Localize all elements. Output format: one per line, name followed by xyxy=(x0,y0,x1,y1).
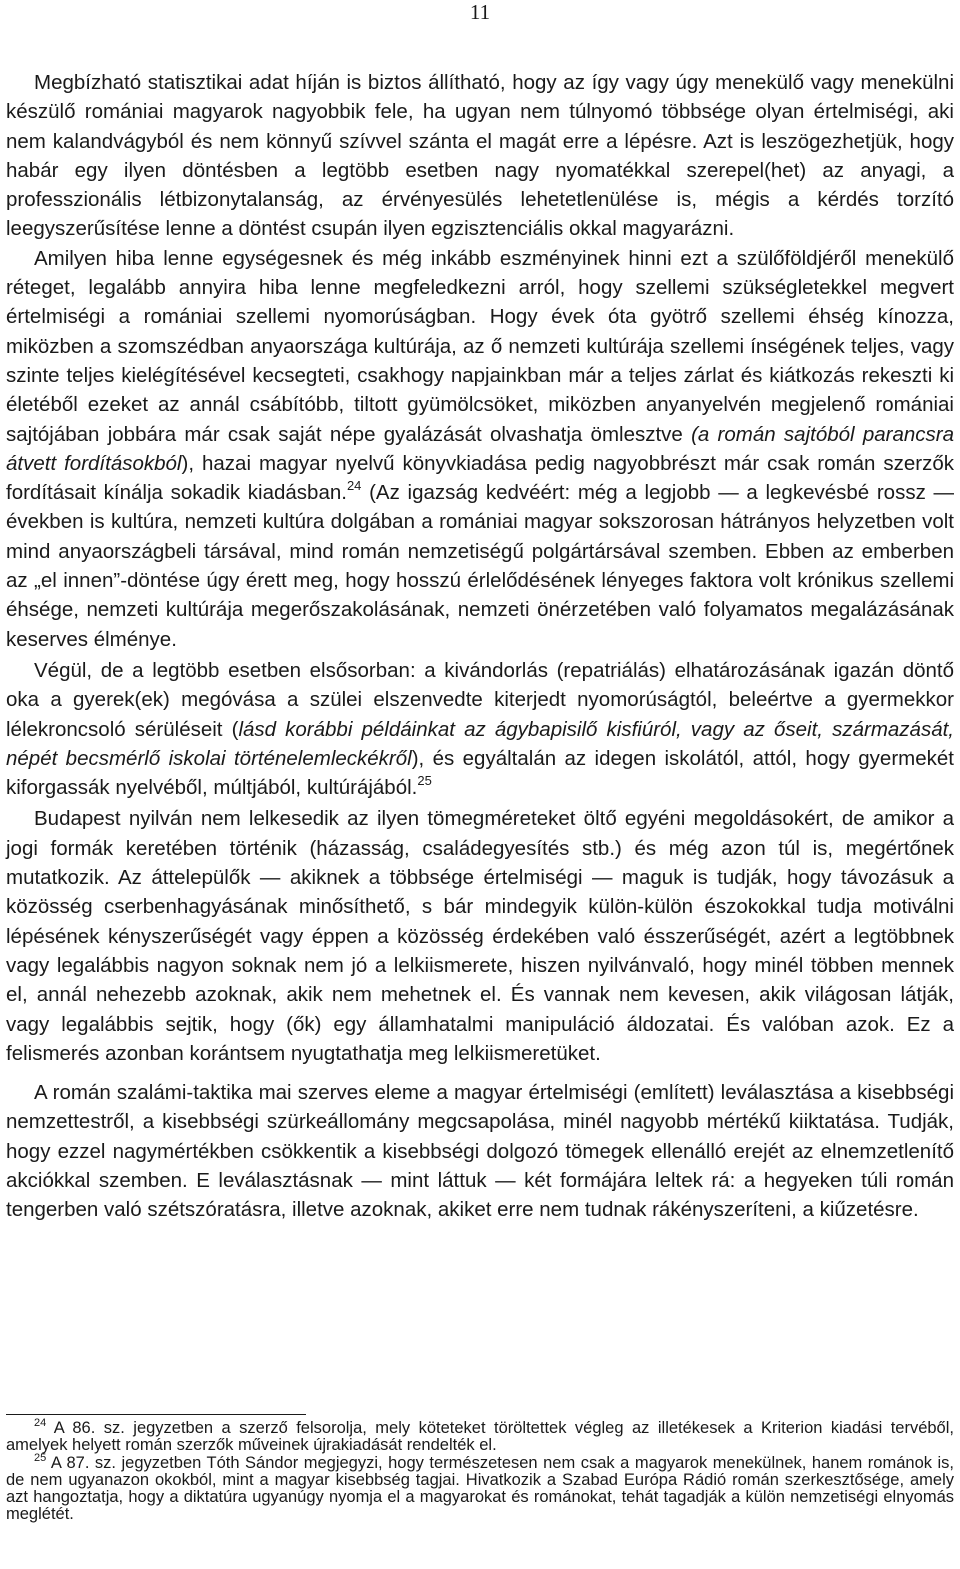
paragraph-4 xyxy=(6,804,954,1068)
italic-citation: (a román sajtóból parancsra átvett fordításokból xyxy=(6,422,954,475)
text-segment: (Az igazság kedvéért: még a legjobb — a legkevésbé rossz — években is kultúra, nemzeti kultúra dolgában a romániai magyar sokszorosan hátrányos helyzetben volt mind anyaországbeli társával, mind román nemzetiségű polgártársával szemben. Ebben az emberben az „el innen”-döntése úgy érett meg, hogy hosszú érlelődésének lényeges faktora volt krónikus szellemi éhsége, nemzeti kultúrája megerőszakolásának, nemzeti önérzetében való folyamatos megalázásának keserves élménye. xyxy=(6,481,954,651)
footnote-mark: 24 xyxy=(34,1417,47,1429)
body-text xyxy=(6,68,954,1225)
footnote-text: A 86. sz. jegyzetben a szerző felsorolja, mely köteteket töröltettek végleg az illetékesek a Kriterion kiadási tervéből, amelyek helyett román szerzők műveinek újrakiadását rendelték el. xyxy=(6,1419,954,1454)
footnote-ref-24: 24 xyxy=(346,478,362,494)
footnote-ref-25: 25 xyxy=(417,773,432,789)
paragraph-5 xyxy=(6,1078,954,1224)
text-segment: A román szalámi-taktika mai szerves eleme a magyar értelmiségi (említett) leválasztása a kisebbségi nemzettestről, a kisebbségi szürkeállomány megcsapolása, minél nagyobb mértékű kiiktatása. Tudják, hogy ezzel nagymértékben csökkentik a kisebbségi dolgozó tömegek ellenálló erejét az elnemzetlenítő akciókkal szemben. E leválasztásnak — mint láttuk — két formájára leltek rá: a hegyeken túli román tengerben való szétszóratásra, illetve azoknak, akiket erre nem tudnak rákényszeríteni, a kiűzetésre. xyxy=(6,1081,954,1222)
footnote-divider xyxy=(6,1414,306,1415)
paragraph-2 xyxy=(6,244,954,654)
page-number: 11 xyxy=(469,0,491,24)
text-segment: ), hazai magyar nyelvű könyvkiadása pedig nagyobbrészt már csak román szerzők fordításait kínálja sokadik kiadásban. xyxy=(6,451,954,505)
text-segment: Amilyen hiba lenne egységesnek és még inkább eszményinek hinni ezt a szülőföldjéről menekülő réteget, legalább annyira hiba lenne megfeledkezni arról, hogy szellemi szükségletekkel megvert értelmiségi a romániai szellemi nyomorúságban. Hogy évek óta gyötrő szellemi éhség kínozza, miközben a szomszédban anyaországa kultúrája, az ő nemzeti kultúrája szellemi ínségének teljes, vagy szinte teljes kielégítésével kecsegteti, csakhogy napjainkban már a teljes zárlat és kiátkozás rekeszti ki életéből ezeket az annál csábítóbb, tiltott gyümölcsöket, miközben anyanyelvén megjelenő romániai sajtójában jobbára már csak saját népe gyalázását olvashatja ömlesztve xyxy=(6,246,954,446)
footnotes xyxy=(6,1417,955,1523)
text-segment: Végül, de a legtöbb esetben elsősorban: a kivándorlás (repatriálás) elhatározásának igazán döntő oka a gyerek(ek) megóvása a szülei elszenvedte kiterjedt nyomorúságtól, beleértve a gyermekkor lélekroncsoló sérüléseit ( xyxy=(6,658,954,741)
paragraph-1 xyxy=(6,68,954,244)
italic-citation: lásd korábbi példáinkat az ágybapisilő kisfiúról, vagy az őseit, származását, népét becsmérlő iskolai történelemleckékről xyxy=(6,717,954,770)
footnote-text: A 87. sz. jegyzetben Tóth Sándor megjegyzi, hogy természetesen nem csak a magyarok menekülnek, hanem románok is, de nem ugyanazon okokból, mint a magyar kisebbség tagjai. Hivatkozik a Szabad Európa Rádió román szerkesztősége, amely azt hangoztatja, hogy a diktatúra ugyanúgy nyomja el a magyarokat és románokat, tehát tagadják a külön nemzetiségi elnyomás meglétét. xyxy=(6,1454,955,1523)
text-segment: Budapest nyilván nem lelkesedik az ilyen tömegméreteket öltő egyéni megoldásokért, de amikor a jogi formák keretében történik (házasság, családegyesítés stb.) és még azon túl is, megértőnek mutatkozik. Az áttelepülők — akiknek a többsége értelmiségi — maguk is tudják, hogy távozásuk a közösség cserbenhagyásának minősíthető, s bár mindegyik külön-külön észokokkal tudja motiválni lépésének kényszerűségét vagy éppen a közösség érdekében való ésszerűségét, azért a legtöbbnek vagy legalábbis nagyon soknak nem jó a lelkiismerete, hiszen nyilvánvaló, hogy minél többen mennek el, annál nehezebb azoknak, akik nem mehetnek el. És vannak nem kevesen, akik világosan látják, vagy legalábbis sejtik, hogy (ők) egy államhatalmi manipuláció áldozatai. És valóban azok. Ez a felismerés azonban korántsem nyugtathatja meg lelkiismeretüket. xyxy=(6,807,954,1065)
footnote-mark: 25 xyxy=(34,1452,47,1464)
text-segment: Megbízható statisztikai adat híján is biztos állítható, hogy az így vagy úgy menekülő vagy menekülni készülő romániai magyarok nagyobbik fele, ha ugyan nem túlnyomó többsége olyan értelmiségi, aki nem kalandvágyból és nem könnyű szívvel szánta el magát erre a lépésre. Azt is leszögezhetjük, hogy habár egy ilyen döntésben a legtöbb esetben nagy nyomatékkal szerepel(het) az anyagi, a professzionális létbizonytalanság, az érvényesülés lehetetlenülése is, mégis a kérdés torzító leegyszerűsítése lenne a döntést csupán ilyen egzisztenciális okkal magyarázni. xyxy=(6,71,954,241)
footnote-24 xyxy=(6,1417,954,1454)
paragraph-3 xyxy=(6,656,954,802)
footnote-25 xyxy=(6,1452,955,1523)
text-segment: ), és egyáltalán az idegen iskolától, attól, hogy gyermekét kiforgassák nyelvéből, múltjából, kultúrájából. xyxy=(6,746,954,800)
